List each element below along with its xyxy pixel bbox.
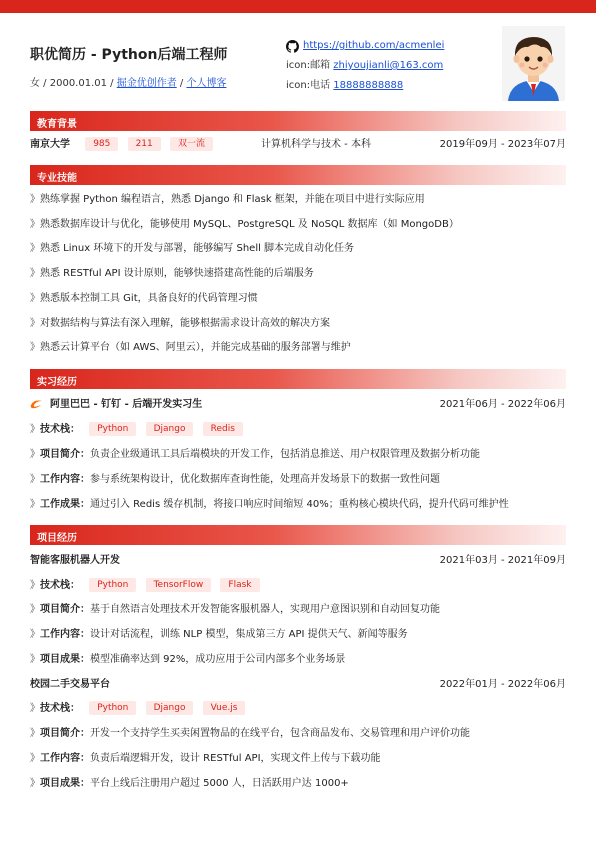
colon: ： — [80, 778, 90, 789]
project-period: 2021年03月 - 2021年09月 — [439, 555, 566, 566]
bullet: 》 — [30, 424, 40, 435]
edu-period: 2019年09月 - 2023年07月 — [439, 139, 566, 150]
bullet: 》 — [30, 703, 40, 714]
top-accent-bar — [0, 0, 596, 13]
label: 工作成果 — [40, 499, 80, 510]
bullet: 》 — [30, 753, 40, 764]
label: 项目简介 — [40, 449, 80, 460]
label: 工作内容 — [40, 474, 80, 485]
project-title: 校园二手交易平台 — [30, 679, 110, 690]
bullet: 》 — [30, 580, 40, 591]
project-work — [30, 751, 566, 767]
edu-tag: 985 — [85, 137, 118, 151]
project-stack — [30, 701, 566, 717]
project-intro — [30, 726, 566, 742]
colon: ： — [70, 580, 80, 591]
juejin-link[interactable]: 掘金优创作者 — [116, 78, 177, 89]
section-title: 教育背景 — [37, 119, 77, 130]
label: 项目简介 — [40, 728, 80, 739]
project-period: 2022年01月 - 2022年06月 — [439, 679, 566, 690]
school-name: 南京大学 — [30, 139, 70, 150]
colon: ： — [80, 474, 90, 485]
section-internship — [30, 369, 566, 389]
text: 参与系统架构设计，优化数据库查询性能，处理高并发场景下的数据一致性问题 — [90, 474, 440, 485]
colon: ： — [70, 703, 80, 714]
phone-row — [286, 76, 444, 96]
internship-title: 阿里巴巴 - 钉钉 - 后端开发实习生 — [50, 399, 203, 410]
section-title: 项目经历 — [37, 533, 77, 544]
bullet: 》 — [30, 778, 40, 789]
email-link[interactable]: zhiyoujianli@163.com — [333, 60, 444, 71]
project-work — [30, 627, 566, 643]
label: 项目成果 — [40, 654, 80, 665]
bullet: 》 — [30, 474, 40, 485]
colon: ： — [70, 424, 80, 435]
skill-item: 》熟悉版本控制工具 Git，具备良好的代码管理习惯 — [30, 293, 258, 304]
internship-intro — [30, 447, 566, 463]
label: 项目简介 — [40, 604, 80, 615]
blog-link[interactable]: 个人博客 — [186, 78, 227, 89]
tech-tag: Vue.js — [203, 701, 246, 715]
colon: ： — [80, 654, 90, 665]
phone-label: icon:电话 — [286, 80, 331, 91]
skill-item: 》熟练掌握 Python 编程语言，熟悉 Django 和 Flask 框架，并能在项目中进行实际应用 — [30, 194, 425, 205]
gender-birth: 女 / 2000.01.01 / — [30, 78, 117, 89]
tech-tag: Python — [89, 578, 136, 592]
project-result — [30, 652, 566, 668]
text: 基于自然语言处理技术开发智能客服机器人，实现用户意图识别和自动回复功能 — [90, 604, 440, 615]
project-intro — [30, 602, 566, 618]
resume-header — [30, 44, 227, 89]
internship-result — [30, 497, 566, 513]
colon: ： — [80, 499, 90, 510]
github-row — [286, 36, 444, 56]
text: 负责后端逻辑开发，设计 RESTful API，实现文件上传与下载功能 — [90, 753, 381, 764]
skill-item: 》对数据结构与算法有深入理解，能够根据需求设计高效的解决方案 — [30, 318, 330, 329]
label: 工作内容 — [40, 629, 80, 640]
section-projects — [30, 525, 566, 545]
skill-item: 》熟悉云计算平台（如 AWS、阿里云），并能完成基础的服务部署与维护 — [30, 342, 351, 353]
github-icon — [286, 40, 299, 53]
internship-period: 2021年06月 - 2022年06月 — [439, 399, 566, 410]
colon: ： — [80, 629, 90, 640]
tech-tag: TensorFlow — [146, 578, 212, 592]
alibaba-logo-icon — [30, 399, 44, 409]
tech-tag: Flask — [220, 578, 259, 592]
bullet: 》 — [30, 654, 40, 665]
edu-tag: 211 — [128, 137, 161, 151]
text: 平台上线后注册用户超过 5000 人，日活跃用户达 1000+ — [90, 778, 349, 789]
label: 工作内容 — [40, 753, 80, 764]
text: 负责企业级通讯工具后端模块的开发工作，包括消息推送、用户权限管理及数据分析功能 — [90, 449, 480, 460]
major: 计算机科学与技术 - 本科 — [261, 139, 371, 150]
project-stack — [30, 578, 566, 594]
section-title: 专业技能 — [37, 173, 77, 184]
avatar — [502, 26, 565, 101]
education-row — [30, 137, 566, 153]
email-label: icon:邮箱 — [286, 60, 331, 71]
section-skills — [30, 165, 566, 185]
tech-tag: Python — [89, 701, 136, 715]
skill-item: 》熟悉数据库设计与优化，能够使用 MySQL、PostgreSQL 及 NoSQL 数据库（如 MongoDB） — [30, 219, 459, 230]
bullet: 》 — [30, 728, 40, 739]
project-header — [30, 553, 566, 569]
bullet: 》 — [30, 499, 40, 510]
text: 设计对话流程，训练 NLP 模型，集成第三方 API 提供天气、新闻等服务 — [90, 629, 408, 640]
project-title: 智能客服机器人开发 — [30, 555, 120, 566]
colon: ： — [80, 449, 90, 460]
internship-work — [30, 472, 566, 488]
basic-info — [30, 74, 227, 89]
colon: ： — [80, 728, 90, 739]
label: 技术栈 — [40, 424, 70, 435]
bullet: 》 — [30, 604, 40, 615]
project-header — [30, 677, 566, 693]
bullet: 》 — [30, 629, 40, 640]
tech-tag: Django — [146, 701, 194, 715]
tech-tag: Django — [146, 422, 194, 436]
tech-tag: Python — [89, 422, 136, 436]
page-title: 职优简历 - Python后端工程师 — [30, 47, 228, 63]
skill-item: 》熟悉 Linux 环境下的开发与部署，能够编写 Shell 脚本完成自动化任务 — [30, 243, 355, 254]
text: 开发一个支持学生买卖闲置物品的在线平台，包含商品发布、交易管理和用户评价功能 — [90, 728, 470, 739]
label: 项目成果 — [40, 778, 80, 789]
internship-header — [30, 397, 566, 413]
colon: ： — [80, 753, 90, 764]
contact-block — [286, 36, 444, 96]
label: 技术栈 — [40, 703, 70, 714]
label: 技术栈 — [40, 580, 70, 591]
project-result — [30, 776, 566, 792]
skill-item: 》熟悉 RESTful API 设计原则，能够快速搭建高性能的后端服务 — [30, 268, 314, 279]
github-link[interactable]: https://github.com/acmenlei — [303, 40, 445, 51]
bullet: 》 — [30, 449, 40, 460]
email-row — [286, 56, 444, 76]
internship-stack — [30, 422, 566, 438]
tech-tag: Redis — [203, 422, 243, 436]
edu-tag: 双一流 — [170, 137, 213, 151]
text: 通过引入 Redis 缓存机制，将接口响应时间缩短 40%；重构核心模块代码，提升代码可维护性 — [90, 499, 509, 510]
colon: ： — [80, 604, 90, 615]
text: 模型准确率达到 92%，成功应用于公司内部多个业务场景 — [90, 654, 346, 665]
separator: / — [176, 78, 187, 89]
phone-link[interactable]: 18888888888 — [333, 80, 404, 91]
section-title: 实习经历 — [37, 377, 77, 388]
section-education — [30, 111, 566, 131]
